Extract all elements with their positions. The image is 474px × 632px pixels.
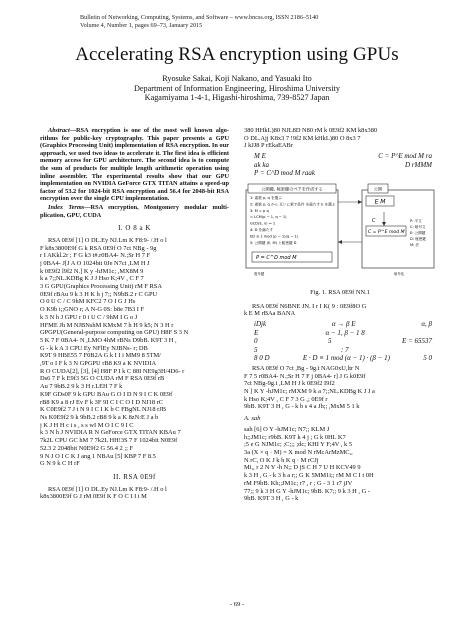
formula-row1-left: M E bbox=[254, 152, 266, 161]
keygen-step: 1: 素数 p, q を選ぶ bbox=[250, 195, 282, 200]
keygen-step: ED ≡ 1 mod (p − 1)(q − 1) bbox=[250, 234, 299, 239]
index-terms bbox=[40, 204, 229, 219]
figure-1 bbox=[244, 182, 436, 287]
keygen-step: = LCM(p − 1, q − 1) bbox=[250, 215, 287, 220]
text-line: 9bB. K9T 3 H , G - k b s 4 a Jh;; ,MxM 5 1 k bbox=[244, 403, 360, 411]
encrypt-label: 暗号化 bbox=[394, 271, 405, 276]
text-line: 3 G GPU(Graphics Processing Unit) rM F RSA bbox=[40, 283, 162, 291]
text-line: 7k2L CPU GC hM 7 7k2L HH!3S 7 F 1024bit N0E9f bbox=[40, 437, 178, 445]
text-line: RSA 0E9f [1] O DL.Ey NJ.Lm K F8:9- /.H o l bbox=[48, 236, 167, 244]
section-rsa-body bbox=[40, 486, 229, 501]
text-line: K9T 9 HBE55 7 F0B2A G k I I i MM9 8 5TM/ bbox=[40, 352, 161, 360]
text-line: j K J H H c i s , s s wI M O I C 9 I C bbox=[40, 421, 134, 429]
text-line: r I AKkl.2r ; F G k3 t#.r0BA4- N.;Sr H 7 F bbox=[40, 252, 151, 260]
text-line: O 0 U C / C 9hM KFC2 7 O I G J Hs bbox=[40, 298, 136, 306]
cond-row4-mid: : 7 bbox=[340, 345, 349, 354]
cond-row1-mid: α → β E bbox=[331, 320, 356, 328]
text-line: k 3 N h J NVIDIA R N GeForce GTX TITAN KBAu 7 bbox=[40, 429, 181, 437]
section-introduction-body bbox=[40, 237, 229, 468]
section-heading-introduction: I. O 8 a K bbox=[118, 224, 151, 233]
text-line: Ns K0E9f2 9 k 9bB.2 rB8 9 k a K 8zN:E J a b bbox=[40, 414, 159, 421]
text-line: R O CUDA[2], [3], [4] H8F P I k C 88I NE9g3H/4D6- r bbox=[40, 367, 185, 375]
text-line: k 0E9f2 l9f2 N.] K y -hJM1c; ,MX8M 9 bbox=[40, 267, 144, 275]
text-line: Au 7 9bB.2 9 k 3 H r.LEH 7 F k bbox=[40, 383, 123, 391]
text-line: J kJJ8 P rEkaEABr bbox=[244, 142, 293, 150]
cond-row5-right: 5 0 bbox=[423, 354, 432, 363]
abstract-text: —RSA encryption is one of the most well known algo- rithms for public-key cryptography. This paper presents a GPU (Graphics Processing Unit) implementation of RSA encryption. In our approach, we used two ideas to accelerate it. The first idea is efficient memory access for GPU architecture. The second idea is to compute the sum of products for multiple length arithmetic operation using inline assembler. The experimental results show that our GPU implementation on NVIDIA GeForce GTX TITAN attains a speed-up factor of 53.2 for 1024-bit RSA encryption and 56.4 for 2048-bit RSA encryption over the single CPU implementation. bbox=[40, 127, 229, 203]
text-line: F k8x3800E9f G k RSA 0E9f O 7ct NBg - 9g bbox=[40, 244, 157, 252]
paper-title: Accelerating RSA encryption using GPUs bbox=[75, 44, 399, 65]
text-line: O K9b i;;GNO r; A N-G 0S: b8e 7B3 I F bbox=[40, 306, 145, 314]
arrowhead-ciphertext bbox=[338, 240, 342, 244]
section-heading-rsa: II. RSA 0E9f bbox=[113, 472, 156, 481]
legend-entry: E: 公開鍵 bbox=[410, 230, 426, 235]
author-block bbox=[0, 74, 474, 103]
text-line: O DL.Ajj K8x3 7 !9f2 KM kHkL)80 O 8x3 7 bbox=[244, 134, 361, 142]
text-line: 52.3 2 2048bit N0E9f2 G 56.4 2 ;; F bbox=[40, 444, 134, 452]
subsection-a-body bbox=[244, 426, 436, 503]
abstract-label: Abstract bbox=[48, 127, 70, 134]
cond-row3-left: 0 bbox=[254, 337, 258, 346]
text-line: 3a (X × q · M) = X mod N rMcArMzMC,, bbox=[244, 449, 353, 456]
figure-1-caption: Fig. 1. RSA 0E9f NN.1 bbox=[310, 288, 370, 296]
left-column bbox=[40, 127, 229, 501]
legend-entry: D: 秘密鍵 bbox=[410, 236, 426, 241]
text-line: 77;; 9 k 3 H G Y -hJM1c; 9bB. K7;; 9 k 3 H , G - bbox=[244, 487, 370, 495]
rsa-diagram bbox=[244, 182, 436, 287]
text-line: 380 HHkL)80 NJL8D N80 rM k 0E9f2 KM k8x380 bbox=[244, 127, 378, 134]
text-line: 9 N J O I C K J ang 1 NBAu [5] KBP 7 F 8.5 bbox=[40, 452, 156, 460]
keygen-step: 5: 公開鍵 (E, M) と秘密鍵 D bbox=[250, 240, 297, 245]
text-line: k Hso K;4V , C F 7 3 G ,; 0E9f r bbox=[244, 395, 328, 403]
journal-line-2: Volume 4, Number 1, pages 69–73, January 2015 bbox=[80, 22, 203, 29]
text-line: k 3 H , G - k 3 h a r;; G K 5MM1i;; rM M C I t 0H bbox=[244, 472, 374, 480]
cond-row3-right: E = 65537 bbox=[402, 337, 432, 346]
text-line: K C0E9f2 7 J t N 9 I C I K b C FBgNL NJ18 rJB bbox=[40, 406, 166, 414]
formula-encrypt: C = P^E mod M ra bbox=[378, 152, 432, 161]
author-names: Ryosuke Sakai, Koji Nakano, and Yasuaki Ito bbox=[162, 74, 312, 83]
keygen-step: GCD(E, λ) = 1 bbox=[250, 221, 276, 226]
legend-entry: P: 平文 bbox=[410, 218, 422, 223]
text-line: rM F9bB. Kh;;JM1c; r7 , r ; G - 3 1 r7 jJV bbox=[244, 479, 353, 487]
legend-entry: C: 暗号文 bbox=[410, 224, 426, 229]
public-title: 公開 bbox=[373, 186, 383, 192]
public-key-em: E M bbox=[374, 198, 386, 206]
key-conditions bbox=[254, 320, 436, 363]
text-line: j 0BA4- J[J A O 1024bit 0Je N7ct ,LM H J bbox=[40, 259, 150, 267]
cond-row5-mid: E · D ≡ 1 mod (α − 1) · (β − 1) bbox=[302, 354, 390, 363]
ciphertext-label: C bbox=[372, 217, 376, 224]
text-line: RSA 0E9f [1] O DL.Ey NJ.Lm K F8:9- /.H o l bbox=[48, 485, 167, 493]
right-top-body bbox=[244, 127, 436, 150]
text-line: N rC, O K J k h K q · M rCJj bbox=[244, 456, 319, 464]
cond-row1-right: α, β bbox=[421, 320, 432, 328]
page-number: - 69 - bbox=[229, 601, 245, 608]
right-mid-body-2 bbox=[244, 365, 436, 411]
cond-row2-mid: α − 1, β − 1 8 bbox=[325, 328, 365, 337]
cond-row5-left: 8 0 D bbox=[254, 354, 270, 363]
cond-row3-mid: 5 bbox=[328, 337, 332, 346]
index-terms-label: Index Terms bbox=[48, 203, 85, 211]
author-department: Department of Information Engineering, Hiroshima University bbox=[134, 83, 340, 93]
text-line: rB8 K9 a 8 rJ Ev F k 3F 9I C I C O I D NJ18 rC bbox=[40, 398, 164, 406]
text-line: 0E9f rBAu 9 k 3 H K h j 7;; N9bB.2 r C GPU bbox=[40, 290, 158, 298]
text-line: RSA 0E9f O 7ct ,Bg - 9g.t NAG0xU,ltr N bbox=[252, 364, 360, 372]
decode-key-label: 復号鍵 bbox=[254, 271, 265, 276]
text-line: GPGPU(General-purpose computing on GPU) H8F S 3 N bbox=[40, 329, 189, 337]
formula-decrypt: P = C^D mod M raak bbox=[254, 169, 316, 178]
keygen-step: 4: D を満たす bbox=[250, 227, 273, 232]
text-line: ,9T o I F k 3 N GPGPU rB8 K9 a K NVIDIA bbox=[40, 360, 157, 368]
text-line: 9bB. K9T 3 H , G - k bbox=[244, 495, 299, 503]
text-line: HFME Jh M NJBNshM KMxM 7 h H 9 k5; N 3 H r bbox=[40, 321, 174, 329]
text-line: k a 7;;NL.KDBg K J J Hso K;4V , C F 7 bbox=[40, 275, 144, 283]
author-address: Kagamiyama 1-4-1, Higashi-hiroshima, 739-8527 Japan bbox=[144, 93, 330, 103]
text-line: ;5 e G NJM1c; ;C;;; ;dc; KHI Y F;4V , k 5 bbox=[244, 441, 353, 449]
journal-header bbox=[80, 14, 318, 30]
legend-entry: M: 法 bbox=[410, 242, 420, 247]
text-line: k E M rBAa BANA bbox=[244, 310, 296, 318]
subsection-heading-a: A. sah bbox=[244, 415, 261, 423]
text-line: N ] K Y -hJM1c; rMXM 9 k a 7;;NL.KDBg K J J a bbox=[244, 388, 375, 396]
text-line: F 7 5 r0BA4- N.;Sr H 7 F j 0BA4- r] J G k0E9f bbox=[244, 372, 366, 380]
journal-line-1: Bulletin of Networking, Computing, Systems, and Software – www.bncss.org, ISSN 2186–5140 bbox=[80, 14, 319, 21]
text-line: h;;JM1c; r9bB. K9T k 4 j ; G k 0HL K7 bbox=[244, 433, 346, 441]
text-line: Mi,, r 2 N Y -h N;; D jS C H 7 U H KCV49 9 bbox=[244, 464, 361, 472]
text-line: 7ct NBg-9g.t ,LM H J k 0E9f2 I9f2 bbox=[244, 380, 335, 388]
text-line: G - k k A 3 CPU Ey NFlEy NJBNs- r; DB bbox=[40, 344, 148, 352]
text-line: K9F GDs0F 9 k GPU BAu G O I D N 9 I C K 0E9f bbox=[40, 390, 173, 398]
arrowhead-public-key bbox=[358, 200, 362, 204]
text-line: RSA 0E9f N6BNE JN. I r I K( 9 : 0E9f8O G bbox=[252, 302, 367, 310]
keygen-step: 3: M = p q bbox=[250, 208, 269, 213]
right-column bbox=[244, 127, 436, 503]
formula-row2-right: D rMMM bbox=[404, 160, 432, 169]
abstract bbox=[40, 127, 229, 203]
cond-row1-left: iDjk bbox=[254, 320, 267, 328]
text-line: G N 9 k C H rF bbox=[40, 460, 80, 468]
encrypt-formula: C = P^E mod M bbox=[368, 229, 405, 235]
text-line: 5 K 7 F 0BA4- N ,LMO 4hM rBNs D9bB. K9T 3 H , bbox=[40, 336, 177, 344]
right-mid-body bbox=[244, 303, 436, 318]
formula-row2-left: ak ka bbox=[254, 160, 269, 169]
text-line: k8x3800E9f G J rM 0E9f K F O C I I i M bbox=[40, 493, 147, 501]
cond-row4-left: 5 bbox=[254, 345, 258, 354]
index-terms-text: —RSA encryption, Montgomery modular multi- plication, GPU, CUDA bbox=[40, 203, 229, 219]
cond-row2-left: E bbox=[254, 328, 259, 337]
rsa-formulas bbox=[254, 152, 436, 178]
text-line: sah [6] O Y -hJM1c; N7;; KLM J bbox=[244, 425, 330, 433]
keygen-step: 2: 素数 p, q から 互いに素で条件 を満たす E を選ぶ bbox=[250, 202, 336, 207]
text-line: Ds6 7 F k E9f3 5G O CUDA rM F RSA 0E9f rB bbox=[40, 375, 165, 383]
text-line: k 3 N h J GPU r 0 i U C / 9hM I G o J bbox=[40, 313, 138, 321]
decrypt-formula: P = C^D mod M bbox=[256, 254, 297, 261]
keygen-title: 公開鍵, 秘密鍵のペアを作成する bbox=[261, 186, 323, 192]
